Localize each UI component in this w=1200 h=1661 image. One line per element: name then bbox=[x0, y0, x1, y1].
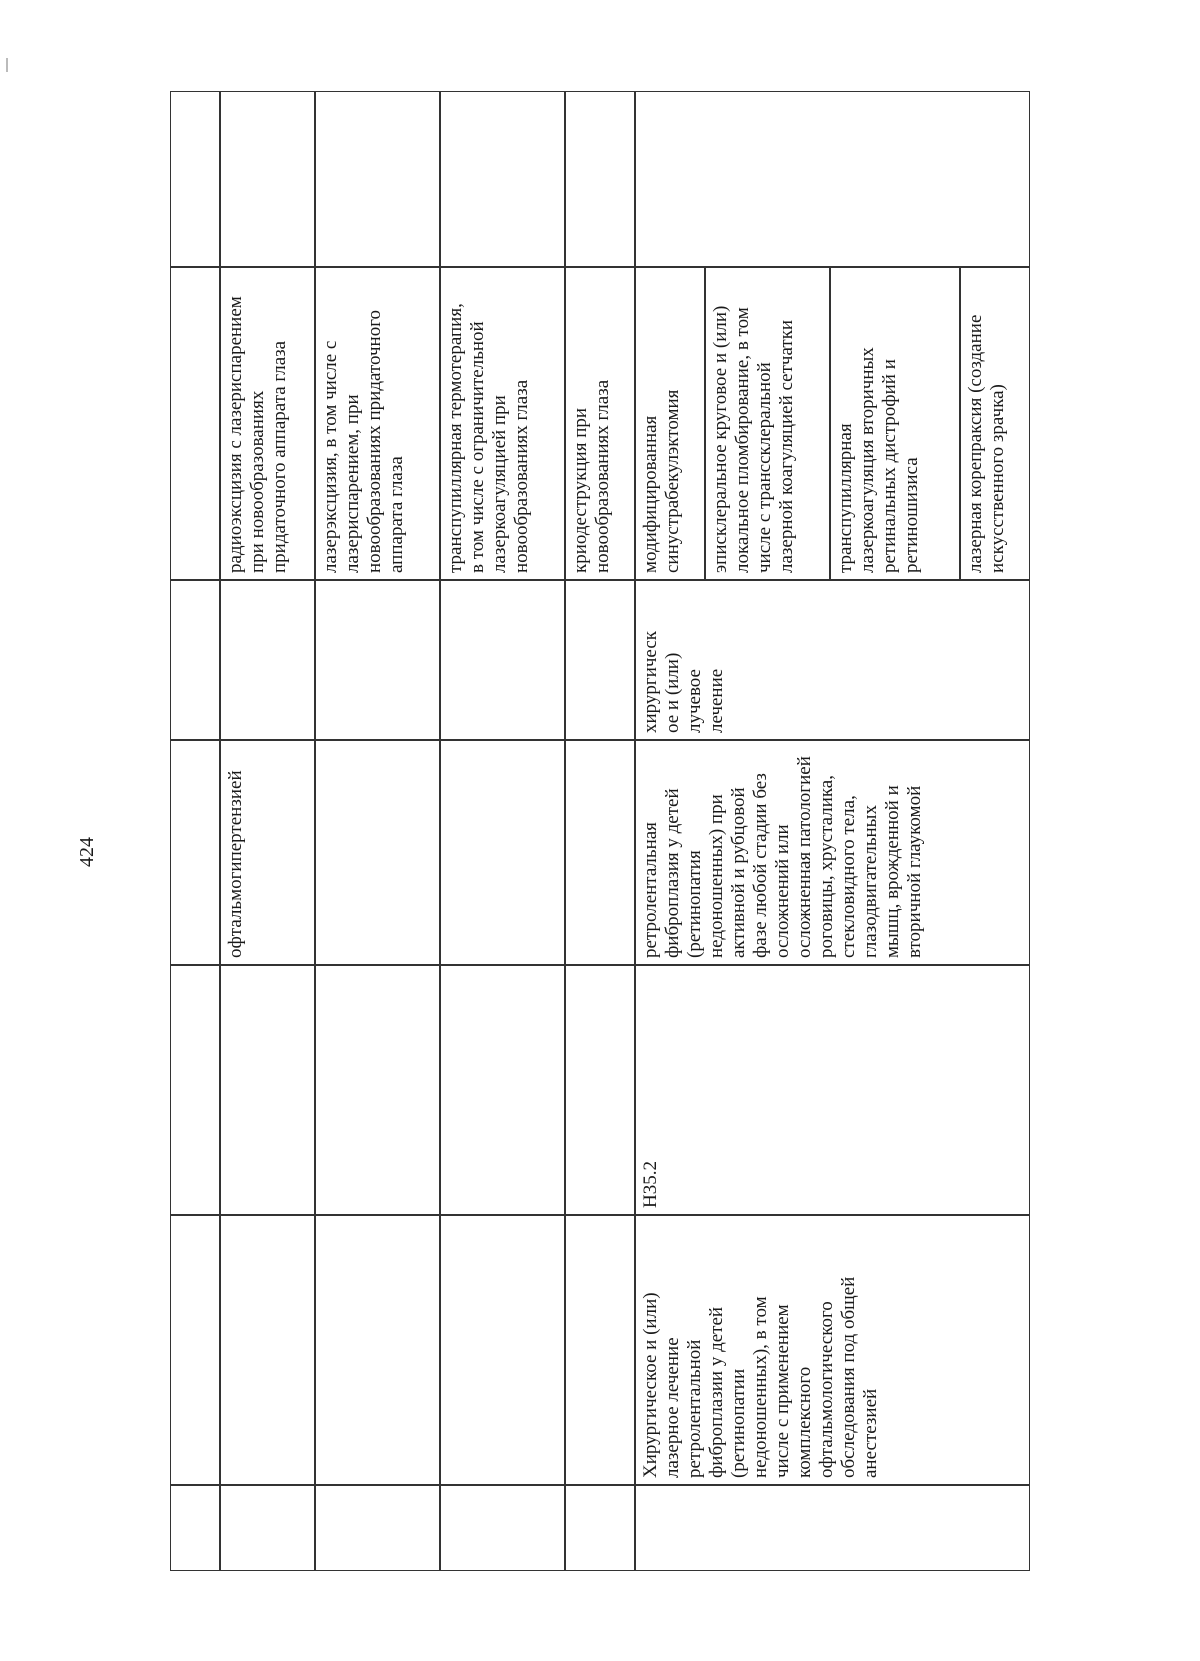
row2-disease bbox=[315, 740, 440, 965]
header-treatment bbox=[170, 580, 220, 740]
row3-method: транспупиллярная термотерапия, в том числе с ограничительной лазеркоагуляцией при новообразованиях глаза bbox=[440, 267, 565, 580]
header-num bbox=[170, 1485, 220, 1571]
row4-num bbox=[565, 1485, 635, 1571]
row4-treatment bbox=[565, 580, 635, 740]
row5-vmp bbox=[635, 91, 1030, 267]
row4-code bbox=[565, 965, 635, 1215]
row1-method: радиоэксцизия с лазериспарением при новообразованиях придаточного аппарата глаза bbox=[220, 267, 315, 580]
row3-code bbox=[440, 965, 565, 1215]
row5-method-2: эписклеральное круговое и (или) локальное пломбирование, в том числе с транссклеральной лазерной коагуляцией сетчатки bbox=[705, 267, 830, 580]
procedure-table bbox=[170, 91, 1030, 1571]
header-vmp bbox=[170, 91, 220, 267]
row3-disease bbox=[440, 740, 565, 965]
row1-disease: офтальмогипертензией bbox=[220, 740, 315, 965]
row2-num bbox=[315, 1485, 440, 1571]
row1-code bbox=[220, 965, 315, 1215]
row5-treatment: хирургическ ое и (или) лучевое лечение bbox=[635, 580, 1030, 740]
row4-vmp bbox=[565, 91, 635, 267]
row5-method-1: модифицированная синустрабекулэктомия bbox=[635, 267, 705, 580]
row2-name bbox=[315, 1215, 440, 1485]
row3-treatment bbox=[440, 580, 565, 740]
row3-num bbox=[440, 1485, 565, 1571]
header-method bbox=[170, 267, 220, 580]
row5-method-3: транспупиллярная лазеркоагуляция вторичных ретинальных дистрофий и ретиношизиса bbox=[830, 267, 960, 580]
header-name bbox=[170, 1215, 220, 1485]
row2-treatment bbox=[315, 580, 440, 740]
row4-name bbox=[565, 1215, 635, 1485]
header-disease bbox=[170, 740, 220, 965]
row1-name bbox=[220, 1215, 315, 1485]
scan-mark bbox=[6, 58, 8, 72]
row1-num bbox=[220, 1485, 315, 1571]
row4-method: криодеструкция при новообразованиях глаза bbox=[565, 267, 635, 580]
row5-num bbox=[635, 1485, 1030, 1571]
row5-method-4: лазерная корепраксия (создание искусственного зрачка) bbox=[960, 267, 1030, 580]
row2-vmp bbox=[315, 91, 440, 267]
row2-method: лазерэксцизия, в том числе с лазериспарением, при новообразованиях придаточного аппарата глаза bbox=[315, 267, 440, 580]
row3-vmp bbox=[440, 91, 565, 267]
page-number: 424 bbox=[76, 837, 98, 867]
row2-code bbox=[315, 965, 440, 1215]
row4-disease bbox=[565, 740, 635, 965]
row5-disease: ретролентальная фиброплазия у детей (ретинопатия недоношенных) при активной и рубцовой фазе любой стадии без осложнений или осложненная патологией роговицы, хрусталика, стекловидного тела, глазодвигательных мышц, врожденной и вторичной глаукомой bbox=[635, 740, 1030, 965]
row3-name bbox=[440, 1215, 565, 1485]
row1-treatment bbox=[220, 580, 315, 740]
row5-name: Хирургическое и (или) лазерное лечение ретролентальной фиброплазии у детей (ретинопатии недоношенных), в том числе с применением комплексного офтальмологического обследования под общей анестезией bbox=[635, 1215, 1030, 1485]
header-code bbox=[170, 965, 220, 1215]
row5-code: H35.2 bbox=[635, 965, 1030, 1215]
row1-vmp bbox=[220, 91, 315, 267]
